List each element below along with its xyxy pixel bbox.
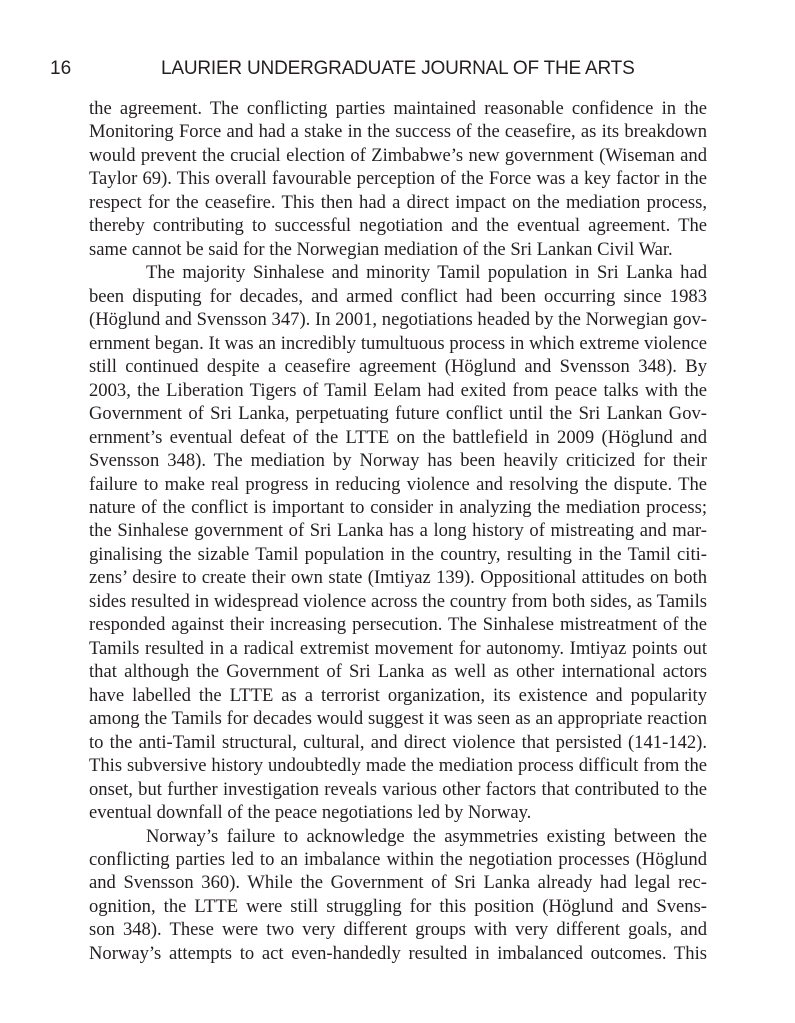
text-line: thereby contributing to successful negotiation and the eventual agreement. The [89,215,707,237]
text-line: responded against their increasing persecution. The Sinhalese mistreatment of the [89,614,707,636]
text-line: failure to make real progress in reducing violence and resolving the dispute. The [89,473,707,495]
text-line: eventual downfall of the peace negotiations led by Norway. [89,802,532,824]
text-line: would prevent the crucial election of Zimbabwe’s new government (Wiseman and [89,144,707,166]
text-line: son 348). These were two very different groups with very different goals, and [89,919,707,941]
text-line: been disputing for decades, and armed conflict had been occurring since 1983 [89,285,707,307]
text-line: and Svensson 360). While the Government of Sri Lanka already had legal rec- [89,872,707,894]
text-line: Tamils resulted in a radical extremist movement for autonomy. Imtiyaz points out [89,637,707,659]
text-line: to the anti-Tamil structural, cultural, and direct violence that persisted (141-142). [89,731,707,753]
text-line: that although the Government of Sri Lanka as well as other international actors [89,661,707,683]
text-line: respect for the ceasefire. This then had a direct impact on the mediation process, [89,191,707,213]
text-line: 2003, the Liberation Tigers of Tamil Eelam had exited from peace talks with the [89,379,707,401]
text-line: among the Tamils for decades would suggest it was seen as an appropriate reaction [89,708,707,730]
text-line: Svensson 348). The mediation by Norway has been heavily criticized for their [89,450,707,472]
text-line: ognition, the LTTE were still struggling for this position (Höglund and Svens- [89,895,707,917]
paragraph [89,261,707,824]
text-line: ginalising the sizable Tamil population in the country, resulting in the Tamil citi- [89,543,707,565]
body-text [89,97,707,965]
text-line: ernment’s eventual defeat of the LTTE on the battlefield in 2009 (Höglund and [89,426,707,448]
text-line: The majority Sinhalese and minority Tamil population in Sri Lanka had [146,262,707,284]
paragraph [89,97,707,261]
text-line: Taylor 69). This overall favourable perception of the Force was a key factor in the [89,168,707,190]
text-line: conflicting parties led to an imbalance within the negotiation processes (Höglund [89,849,707,870]
text-line: This subversive history undoubtedly made the mediation process difficult from the [89,755,707,777]
page-number: 16 [50,58,72,79]
paragraph [89,825,707,966]
text-line: same cannot be said for the Norwegian mediation of the Sri Lankan Civil War. [89,238,673,260]
text-line: Norway’s attempts to act even-handedly resulted in imbalanced outcomes. This [89,942,707,964]
text-line: (Höglund and Svensson 347). In 2001, negotiations headed by the Norwegian gov- [89,309,707,331]
text-line: onset, but further investigation reveals various other factors that contributed to the [89,778,707,800]
text-line: the agreement. The conflicting parties maintained reasonable confidence in the [89,98,707,119]
text-line: the Sinhalese government of Sri Lanka has a long history of mistreating and mar- [89,520,707,542]
text-line: zens’ desire to create their own state (Imtiyaz 139). Oppositional attitudes on both [89,567,707,589]
text-line: still continued despite a ceasefire agreement (Höglund and Svensson 348). By [89,356,707,378]
running-title: LAURIER UNDERGRADUATE JOURNAL OF THE ARTS [161,58,635,79]
text-line: Government of Sri Lanka, perpetuating future conflict until the Sri Lankan Gov- [89,403,707,425]
text-line: sides resulted in widespread violence across the country from both sides, as Tamils [89,590,707,612]
text-line: ernment began. It was an incredibly tumultuous process in which extreme violence [89,332,707,354]
text-line: Norway’s failure to acknowledge the asymmetries existing between the [146,825,707,847]
text-line: Monitoring Force and had a stake in the success of the ceasefire, as its breakdown [89,121,707,143]
text-line: have labelled the LTTE as a terrorist organization, its existence and popularity [89,684,707,706]
text-line: nature of the conflict is important to consider in analyzing the mediation process; [89,496,707,518]
